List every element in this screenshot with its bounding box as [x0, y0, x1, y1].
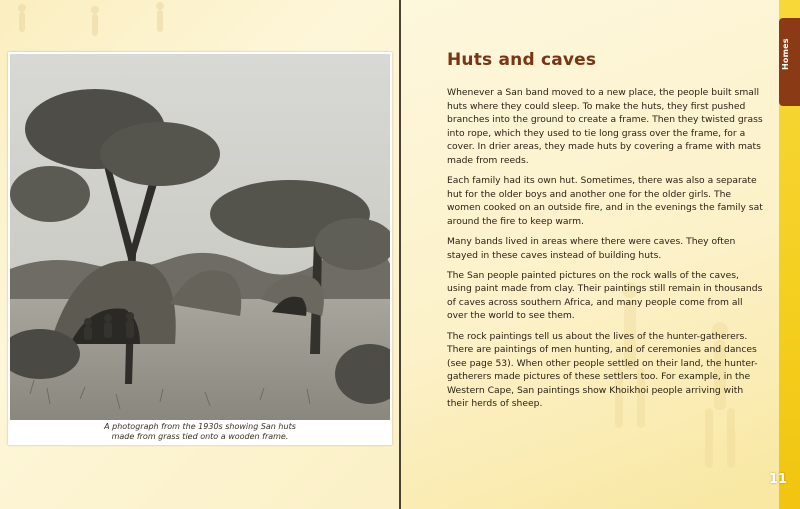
paragraph: The rock paintings tell us about the lives of the hunter-gatherers. There are paintings of men hunting, and of ceremonies and dances (see page 53). When other people settled on their land, the hunter-gatherers made pictures of these settlers too. For example, in the Western Cape, San paintings show Khoikhoi people arriving with their herds of sheep.: [447, 330, 758, 410]
photo-card: [8, 52, 392, 445]
section-tab-label: Homes: [781, 38, 790, 70]
page-number: 11: [768, 472, 788, 487]
article-body: [447, 86, 765, 418]
paragraph: Whenever a San band moved to a new place, the people built small huts where they could sleep. To make the huts, they first pushed branches into the ground to create a frame. Then they twisted grass into rope, which they used to tie long grass over the frame, for a cover. In drier areas, they made huts by covering a frame with mats made from reeds.: [447, 87, 763, 166]
caption-line-1: A photograph from the 1930s showing San huts: [104, 422, 296, 431]
caption-line-2: made from grass tied onto a wooden frame.: [111, 432, 289, 441]
article-title: Huts and caves: [447, 50, 597, 70]
page-gutter: [399, 0, 401, 509]
paragraph: The San people painted pictures on the rock walls of the caves, using paint made from clay. Their paintings still remain in thousands of caves across southern Africa, and many people come from all over the world to see them.: [447, 269, 763, 322]
paragraph: Many bands lived in areas where there were caves. They often stayed in these caves instead of building huts.: [447, 235, 736, 261]
historical-photo: [10, 54, 390, 420]
photo-caption: [8, 422, 392, 442]
paragraph: Each family had its own hut. Sometimes, there was also a separate hut for the older boys and another one for the older girls. The women cooked on an outside fire, and in the evenings the family sat around the fire to keep warm.: [447, 175, 763, 227]
